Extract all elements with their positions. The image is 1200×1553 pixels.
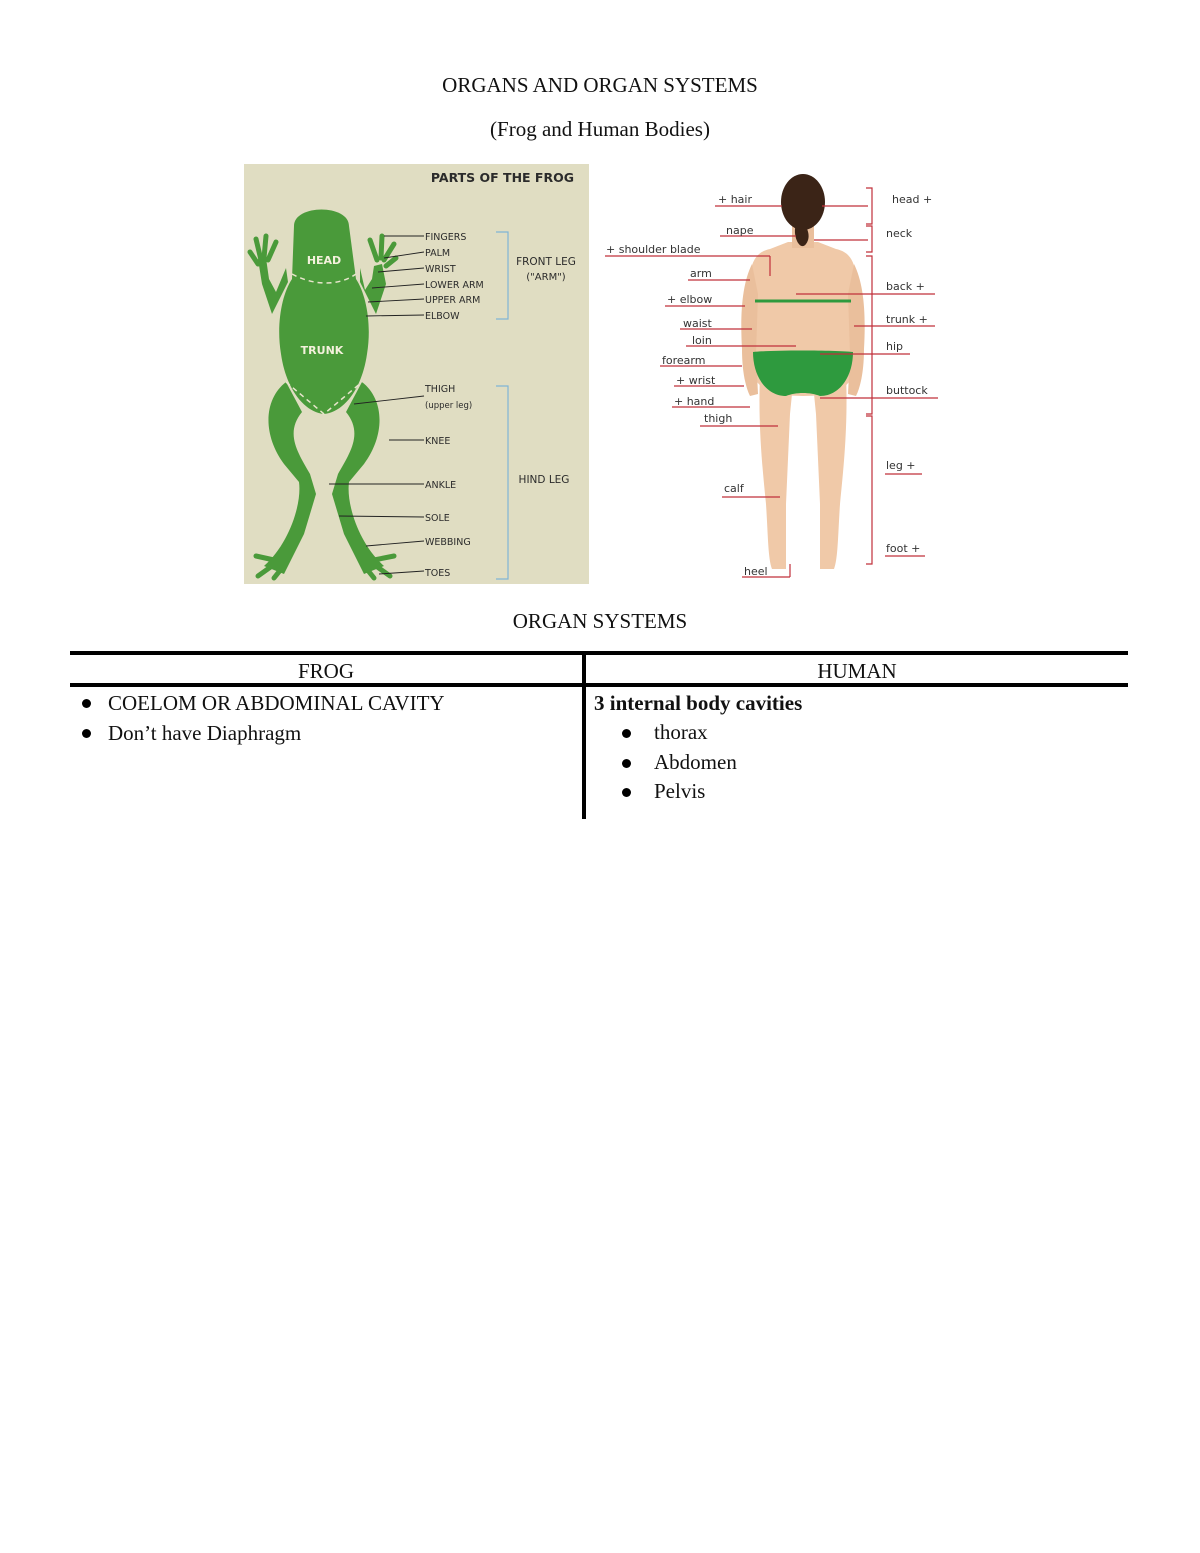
frog-label-ankle: ANKLE (425, 480, 457, 491)
human-label-loin: loin (692, 334, 712, 347)
frog-label-head: HEAD (306, 254, 342, 267)
list-item (584, 748, 1124, 778)
bullet-icon (622, 788, 631, 797)
bullet-icon (622, 759, 631, 768)
human-label-arm: arm (690, 267, 712, 280)
list-item-text: Don’t have Diaphragm (108, 721, 302, 745)
human-label-thigh: thigh (704, 412, 733, 425)
human-label-hand: + hand (674, 395, 715, 408)
bullet-icon (622, 729, 631, 738)
list-item (70, 688, 580, 718)
table-header-frog: FROG (297, 659, 355, 683)
frog-group-front-leg: FRONT LEG (516, 256, 576, 268)
human-label-forearm: forearm (662, 354, 706, 367)
frog-group-hind-leg: HIND LEG (518, 474, 570, 486)
frog-heading: PARTS OF THE FROG (430, 170, 574, 185)
human-diagram (600, 164, 956, 584)
frog-label-lower-arm: LOWER ARM (425, 280, 484, 291)
human-label-buttock: buttock (886, 384, 928, 397)
list-item (584, 718, 1124, 748)
list-item-text: thorax (654, 720, 708, 744)
human-label-waist: waist (683, 317, 712, 330)
frog-group-arm: ("ARM") (526, 272, 566, 283)
frog-label-elbow: ELBOW (425, 311, 460, 322)
frog-diagram (244, 164, 589, 584)
human-label-head: head + (892, 193, 933, 206)
human-label-back: back + (886, 280, 925, 293)
frog-label-palm: PALM (425, 248, 451, 259)
human-label-elbow: + elbow (667, 293, 713, 306)
human-label-foot: foot + (886, 542, 921, 555)
human-label-nape: nape (726, 224, 754, 237)
frog-label-thigh: THIGH (425, 384, 456, 395)
human-label-hip: hip (886, 340, 904, 353)
human-label-neck: neck (886, 227, 913, 240)
human-label-calf: calf (724, 482, 744, 495)
frog-label-toes: TOES (425, 568, 451, 579)
frog-label-sole: SOLE (425, 513, 450, 524)
table-top-rule (70, 651, 1128, 655)
list-item-text: COELOM OR ABDOMINAL CAVITY (108, 691, 445, 715)
frog-label-trunk: TRUNK (300, 344, 344, 357)
frog-label-knee: KNEE (425, 436, 451, 447)
section-title: ORGAN SYSTEMS (512, 609, 688, 633)
human-label-trunk: trunk + (886, 313, 928, 326)
list-item-text: Abdomen (654, 749, 737, 774)
table-cell-human (584, 688, 1124, 807)
human-label-hair: + hair (718, 193, 753, 206)
table-header-human: HUMAN (817, 659, 897, 683)
frog-label-webbing: WEBBING (425, 537, 471, 548)
document-title: ORGANS AND ORGAN SYSTEMS (442, 73, 758, 97)
frog-label-fingers: FINGERS (425, 232, 467, 243)
bullet-icon (82, 729, 91, 738)
human-label-wrist: + wrist (676, 374, 716, 387)
table-cell-frog (70, 688, 580, 748)
human-label-shoulder-blade: + shoulder blade (606, 243, 701, 256)
frog-label-upper-leg: (upper leg) (425, 401, 473, 411)
human-label-heel: heel (744, 565, 768, 578)
human-label-leg: leg + (886, 459, 916, 472)
list-item (70, 718, 580, 748)
bullet-icon (82, 699, 91, 708)
list-item (584, 777, 1124, 807)
frog-label-upper-arm: UPPER ARM (425, 295, 481, 306)
frog-label-wrist: WRIST (425, 264, 456, 275)
document-subtitle: (Frog and Human Bodies) (490, 117, 710, 141)
human-cavities-heading: 3 internal body cavities (594, 691, 803, 715)
list-item-text: Pelvis (654, 779, 706, 803)
